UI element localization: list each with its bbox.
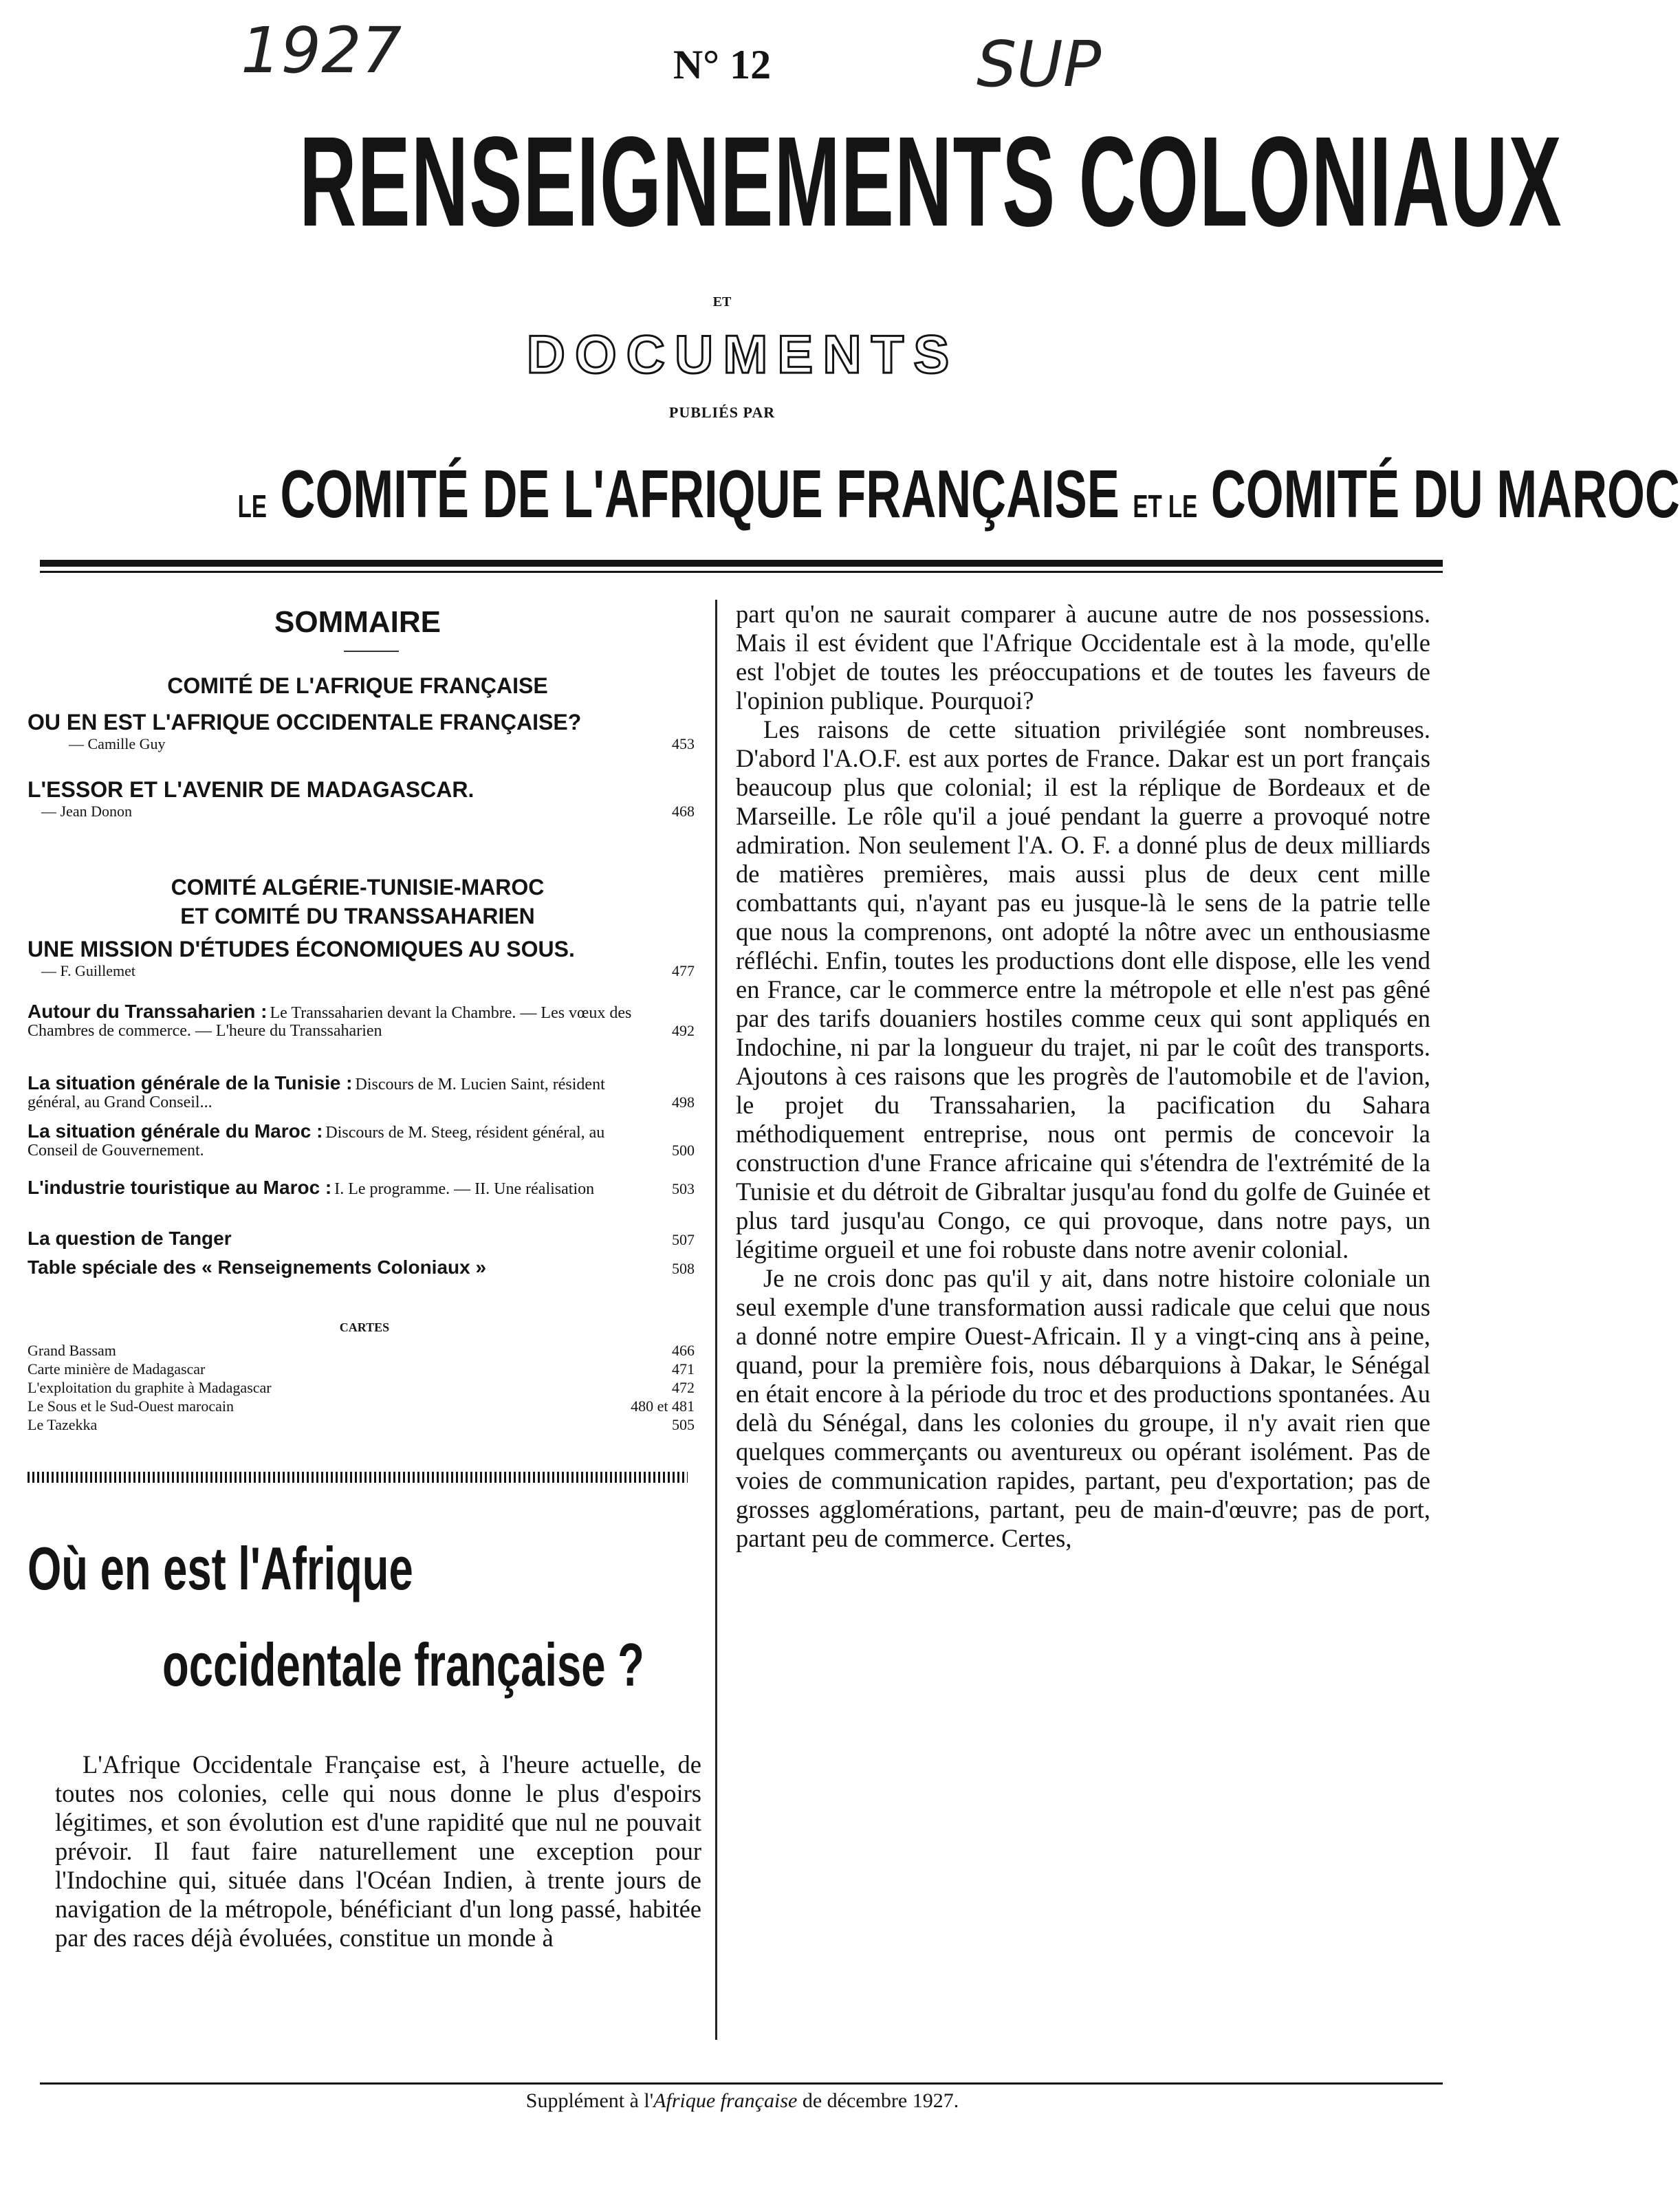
masthead-comites (237, 453, 1680, 547)
masthead-publies-par: PUBLIÉS PAR (668, 404, 776, 421)
toc-page: 507 (672, 1231, 695, 1248)
carte-page: 480 et 481 (631, 1397, 695, 1415)
toc-page: 453 (672, 735, 695, 752)
footer-journal: Afrique française (653, 2089, 798, 2112)
toc-item-author: — Camille Guy (69, 735, 166, 752)
toc-item (28, 937, 695, 980)
carte-title: Le Sous et le Sud-Ouest marocain (28, 1397, 234, 1415)
carte-item (28, 1378, 695, 1397)
carte-page: 472 (672, 1379, 695, 1396)
toc-item-detail: Discours de M. Lucien Saint, résident général, au Grand Conseil... (28, 1076, 605, 1111)
toc-item-title: Table spéciale des « Renseignements Coloniaux » (28, 1256, 487, 1278)
sommaire-bottom-rule (28, 1472, 688, 1483)
carte-title: Le Tazekka (28, 1416, 98, 1433)
toc-page: 503 (672, 1180, 695, 1197)
footer-note (0, 2089, 1485, 2113)
toc-page: 500 (672, 1142, 695, 1159)
article-left-column (55, 1750, 701, 1952)
toc-item-title: L'industrie touristique au Maroc : (28, 1177, 332, 1198)
comite-maroc: COMITÉ DU MAROC (1210, 456, 1680, 532)
section-algerie-tunisie-maroc: COMITÉ ALGÉRIE-TUNISIE-MAROC (171, 875, 545, 900)
carte-title: Carte minière de Madagascar (28, 1360, 206, 1378)
header-rule-thin (40, 571, 1443, 573)
toc-item-title: Autour du Transsaharien : (28, 1001, 268, 1022)
toc-item (28, 710, 695, 753)
footer-suffix: de décembre 1927. (797, 2089, 959, 2112)
toc-item (28, 1228, 695, 1249)
carte-item (28, 1415, 695, 1434)
toc-item-title: OU EN EST L'AFRIQUE OCCIDENTALE FRANÇAISE? (28, 710, 582, 735)
carte-page: 471 (672, 1360, 695, 1378)
comite-afrique: COMITÉ DE L'AFRIQUE FRANÇAISE (280, 456, 1120, 532)
toc-item (28, 1177, 695, 1198)
footer-rule (40, 2082, 1443, 2085)
carte-page: 466 (672, 1342, 695, 1359)
article-paragraph: L'Afrique Occidentale Française est, à l'heure actuelle, de toutes nos colonies, celle qui nous donne le plus d'espoirs légitimes, et son évolution est d'une rapidité que nul ne pouvait prévoir. Il faut faire naturellement une exception pour l'Indochine qui, située dans l'Océan Indien, à trente jours de navigation de la métropole, bénéficiant d'un long passé, habitée par des races déjà évoluées, constitue un monde à (55, 1750, 701, 1952)
toc-item-title: L'ESSOR ET L'AVENIR DE MADAGASCAR. (28, 777, 474, 802)
carte-item (28, 1397, 695, 1415)
sommaire-title: SOMMAIRE (274, 605, 441, 639)
toc-item (28, 1257, 695, 1278)
carte-item (28, 1341, 695, 1360)
toc-page: 498 (672, 1093, 695, 1111)
header-rule (40, 560, 1443, 567)
article-paragraph: Les raisons de cette situation privilégiée sont nombreuses. D'abord l'A.O.F. est aux portes de France. Dakar est un port français beaucoup plus que colonial; il est la réplique de Bordeaux et de Marseille. Le rôle qu'il a joué pendant la guerre a provoqué notre admiration. Non seulement l'A. O. F. a donné plus de deux milliards de matières premières, mais aussi plus de deux cent mille combattants qui, n'ayant pas eu jusque-là le sens de la patrie telle que nous la comprenons, ont adopté la nôtre avec un enthousiasme réfléchi. Enfin, toutes les productions dont elle dispose, elle les vend en France, car le commerce entre la métropole et elle n'est pas gêné par des tarifs douaniers hostiles comme ceux qui sont appliqués en Indochine, ni par la longueur du trajet, ni par le coût des transports. Ajoutons à ces raisons que les progrès de l'automobile et de l'avion, le projet du Transsaharien, la pacification du Sahara méthodiquement entreprise, nous ont permis de concevoir la construction d'une France africaine qui s'étendra de l'extrémité de la Tunisie et du détroit de Gibraltar jusqu'au fond du golfe de Guinée et plus tard jusqu'au Congo, ce qui provoque, dans notre pays, un légitime orgueil et une foi robuste dans notre avenir colonial. (736, 715, 1430, 1263)
toc-item (28, 1073, 695, 1111)
toc-item-title: UNE MISSION D'ÉTUDES ÉCONOMIQUES AU SOUS. (28, 937, 575, 961)
carte-title: L'exploitation du graphite à Madagascar (28, 1379, 272, 1396)
article-right-column (736, 600, 1430, 1553)
toc-item (28, 777, 695, 820)
toc-page: 468 (672, 803, 695, 820)
toc-page: 477 (672, 962, 695, 979)
cartes-title: CARTES (339, 1320, 390, 1334)
article-title-line2: occidentale française ? (162, 1631, 644, 1699)
section-transsaharien: ET COMITÉ DU TRANSSAHARIEN (180, 904, 535, 928)
le-label: LE (237, 488, 267, 524)
toc-item-detail: I. Le programme. — II. Une réalisation (334, 1180, 595, 1198)
article-title-line1: Où en est l'Afrique (28, 1534, 413, 1602)
toc-page: 508 (672, 1260, 695, 1277)
carte-title: Grand Bassam (28, 1342, 116, 1359)
masthead-et: ET (712, 294, 732, 309)
carte-page: 505 (672, 1416, 695, 1433)
article-paragraph: Je ne crois donc pas qu'il y ait, dans notre histoire coloniale un seul exemple d'une transformation aussi radicale que celui que nous a donné notre empire Ouest-Africain. Il y a vingt-cinq ans à peine, quand, pour la première fois, nous débarquions à Dakar, le Sénégal en était encore à la période du troc et des productions spontanées. Au delà du Sénégal, dans les colonies du groupe, il n'y avait rien que quelques commerçants ou aventureux ou opérant isolément. Pas de voies de communication rapides, partant, peu d'exportation; pas de grosses agglomérations, partant, peu de main-d'œuvre; pas de port, partant peu de commerce. Certes, (736, 1264, 1430, 1552)
masthead-title: RENSEIGNEMENTS COLONIAUX (299, 111, 1562, 253)
footer-prefix: Supplément à l' (525, 2089, 654, 2112)
section-afrique-francaise: COMITÉ DE L'AFRIQUE FRANÇAISE (167, 673, 548, 698)
toc-item-title: La question de Tanger (28, 1228, 232, 1249)
handwritten-code: SUP (977, 28, 1102, 101)
article-paragraph: part qu'on ne saurait comparer à aucune autre de nos possessions. Mais il est évident que l'Afrique Occidentale est à la mode, qu'elle est l'objet de toutes les préoccupations et de toutes les faveurs de l'opinion publique. Pourquoi? (736, 600, 1430, 715)
toc-item-detail: Le Transsaharien devant la Chambre. — Les vœux des Chambres de commerce. — L'heure du Transsaharien (28, 1004, 632, 1040)
toc-item-author: — F. Guillemet (41, 962, 135, 979)
toc-item (28, 1121, 695, 1160)
issue-number: N° 12 (673, 42, 772, 87)
handwritten-year: 1927 (241, 14, 402, 87)
toc-item-title: La situation générale du Maroc : (28, 1120, 323, 1142)
toc-item (28, 1001, 695, 1040)
toc-item-detail: Discours de M. Steeg, résident général, au Conseil de Gouvernement. (28, 1124, 605, 1160)
carte-item (28, 1360, 695, 1378)
masthead-documents: DOCUMENTS (526, 324, 959, 384)
et-le-label: ET LE (1133, 488, 1198, 524)
toc-item-author: — Jean Donon (41, 803, 132, 820)
sommaire-dash (344, 651, 399, 652)
toc-item-title: La situation générale de la Tunisie : (28, 1072, 353, 1093)
column-separator (715, 600, 717, 2040)
toc-page: 492 (672, 1022, 695, 1039)
